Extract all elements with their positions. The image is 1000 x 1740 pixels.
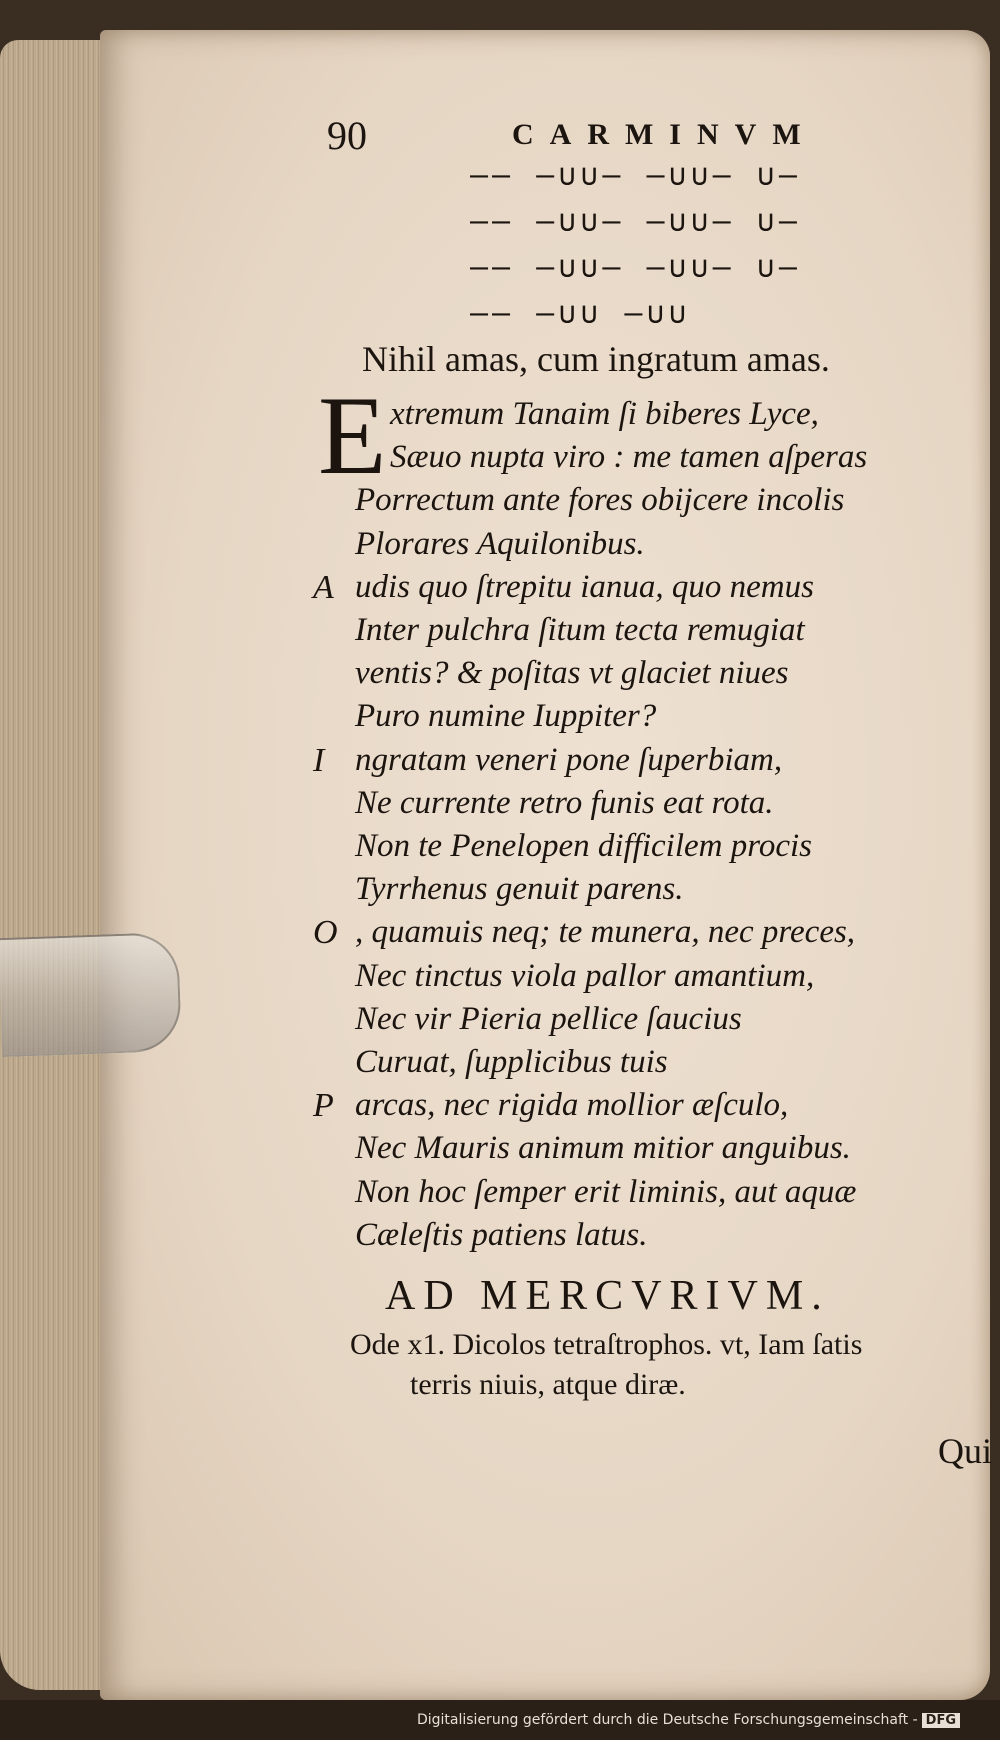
poem-line-text: Sæuo nupta viro : me tamen aſperas bbox=[390, 439, 868, 476]
poem-line-text: Tyrrhenus genuit parens. bbox=[355, 871, 684, 908]
poem-line-text: udis quo ſtrepitu ianua, quo nemus bbox=[355, 568, 814, 605]
poem-line-text: Inter pulchra ſitum tecta remugiat bbox=[355, 612, 805, 648]
stanza-initial: P bbox=[313, 1087, 334, 1125]
meter-scheme-line: –– –∪∪– –∪∪– ∪– bbox=[470, 204, 801, 239]
poem-line-text: Nec vir Pieria pellice ſaucius bbox=[355, 1000, 742, 1037]
poem-line-text: ventis? & poſitas vt glaciet niues bbox=[355, 655, 789, 692]
poem-line-text: Curuat, ſupplicibus tuis bbox=[355, 1044, 668, 1080]
poem-line-text: Porrectum ante fores obijcere incolis bbox=[355, 482, 845, 519]
next-ode-subtitle-continued: terris niuis, atque diræ. bbox=[410, 1368, 686, 1401]
poem-line-text: Ne currente retro funis eat rota. bbox=[355, 784, 774, 821]
page-holder-clip bbox=[0, 932, 182, 1057]
catchword: Qui bbox=[938, 1431, 992, 1471]
digitization-credit bbox=[417, 1712, 960, 1728]
next-ode-subtitle: Ode x1. Dicolos tetraſtrophos. vt, Iam ſatis bbox=[350, 1328, 863, 1361]
drop-cap: E bbox=[318, 374, 387, 498]
poem-line-text: ngratam veneri pone ſuperbiam, bbox=[355, 741, 783, 778]
credit-text: Digitalisierung gefördert durch die Deutsche Forschungsgemeinschaft - bbox=[416, 1712, 918, 1728]
stanza-initial: I bbox=[313, 741, 325, 779]
poem-line-text: Nec Mauris animum mitior anguibus. bbox=[355, 1130, 851, 1167]
poem-line-text: Puro numine Iuppiter? bbox=[355, 698, 657, 735]
dfg-logo: DFG bbox=[922, 1713, 960, 1728]
poem-line-text: Non hoc ſemper erit liminis, aut aquæ bbox=[355, 1173, 857, 1210]
poem-line-text: Cæleſtis patiens latus. bbox=[355, 1216, 648, 1253]
meter-scheme-line: –– –∪∪– –∪∪– ∪– bbox=[470, 158, 801, 193]
stanza-initial: O bbox=[313, 914, 338, 952]
stanza-initial: A bbox=[313, 568, 334, 606]
ode-motto: Nihil amas, cum ingratum amas. bbox=[362, 339, 830, 379]
poem-line-text: arcas, nec rigida mollior æſculo, bbox=[355, 1087, 789, 1124]
running-head: CARMINVM bbox=[512, 118, 817, 151]
poem-line-text: Plorares Aquilonibus. bbox=[355, 525, 645, 562]
poem-line-text: Non te Penelopen difficilem procis bbox=[355, 828, 813, 864]
page-edges bbox=[0, 40, 112, 1690]
page-number: 90 bbox=[327, 113, 367, 158]
poem-line-text: xtremum Tanaim ſi biberes Lyce, bbox=[390, 396, 819, 432]
poem-line-text: , quamuis neq; te munera, nec preces, bbox=[355, 914, 856, 951]
meter-scheme-line: –– –∪∪ –∪∪ bbox=[470, 296, 691, 331]
poem-line-text: Nec tinctus viola pallor amantium, bbox=[355, 957, 815, 994]
meter-scheme-line: –– –∪∪– –∪∪– ∪– bbox=[470, 250, 801, 285]
next-ode-heading: AD MERCVRIVM. bbox=[385, 1273, 830, 1319]
